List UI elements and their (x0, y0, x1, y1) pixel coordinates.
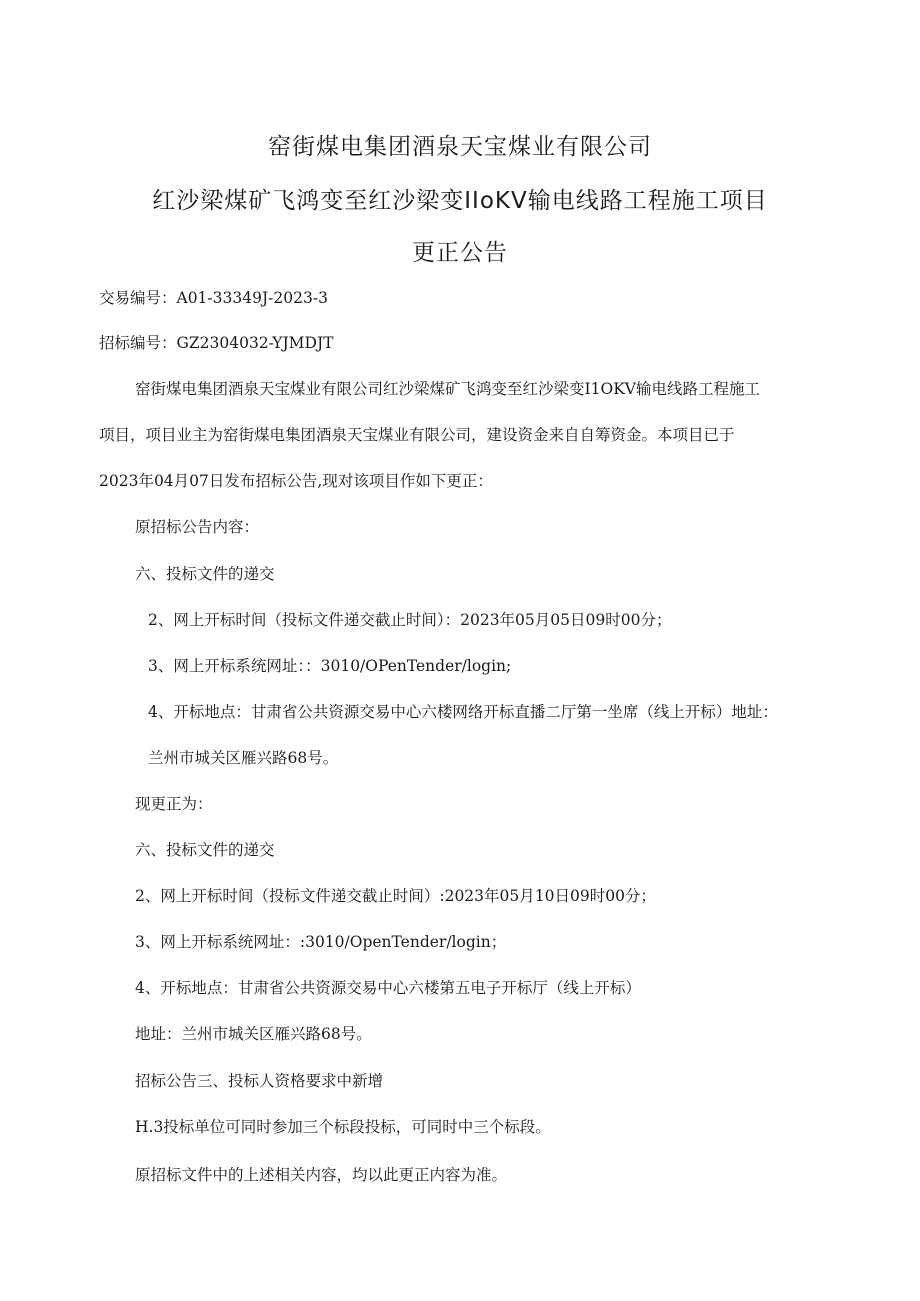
original-item-3: 3、网上开标系统网址：：3010/OPenTender/login; (148, 657, 512, 675)
corrected-heading: 现更正为： (135, 795, 213, 813)
original-heading: 原招标公告内容： (135, 518, 260, 536)
addition-heading: 招标公告三、投标人资格要求中新增 (135, 1072, 384, 1090)
corrected-item-4: 4、开标地点：甘肃省公共资源交易中心六楼第五电子开标厅（线上开标） (135, 979, 641, 997)
original-item-4: 4、开标地点：甘肃省公共资源交易中心六楼网络开标直播二厅第一坐席（线上开标）地址： (148, 703, 778, 721)
original-item-2: 2、网上开标时间（投标文件递交截止时间）：2023年05月05日09时00分； (148, 611, 672, 629)
corrected-item-2: 2、网上开标时间（投标文件递交截止时间）:2023年05月10日09时00分； (135, 887, 656, 905)
title-project: 红沙梁煤矿飞鸿变至红沙梁变IIoKV输电线路工程施工项目 (152, 188, 768, 214)
title-company: 窑街煤电集团酒泉天宝煤业有限公司 (268, 134, 652, 160)
closing-statement: 原招标文件中的上述相关内容，均以此更正内容为准。 (135, 1166, 508, 1184)
trade-number: 交易编号：A01-33349J-2023-3 (99, 289, 328, 307)
corrected-item-3: 3、网上开标系统网址：:3010/OpenTender/login； (135, 933, 507, 951)
tender-number: 招标编号：GZ2304032-YJMDJT (99, 334, 334, 352)
addition-item: H.3投标单位可同时参加三个标段投标，可同时中三个标段。 (135, 1118, 551, 1136)
intro-line-2: 项目，项目业主为窑街煤电集团酒泉天宝煤业有限公司，建设资金来自自筹资金。本项目已于 (99, 426, 735, 444)
original-section: 六、投标文件的递交 (135, 565, 275, 583)
intro-line-3: 2023年04月07日发布招标公告,现对该项目作如下更正： (99, 472, 493, 490)
title-notice: 更正公告 (412, 240, 508, 266)
corrected-address: 地址：兰州市城关区雁兴路68号。 (135, 1025, 372, 1043)
intro-line-1: 窑街煤电集团酒泉天宝煤业有限公司红沙梁煤矿飞鸿变至红沙梁变I1OKV输电线路工程施工 (135, 380, 760, 398)
original-item-4-address: 兰州市城关区雁兴路68号。 (148, 749, 339, 767)
corrected-section: 六、投标文件的递交 (135, 841, 275, 859)
